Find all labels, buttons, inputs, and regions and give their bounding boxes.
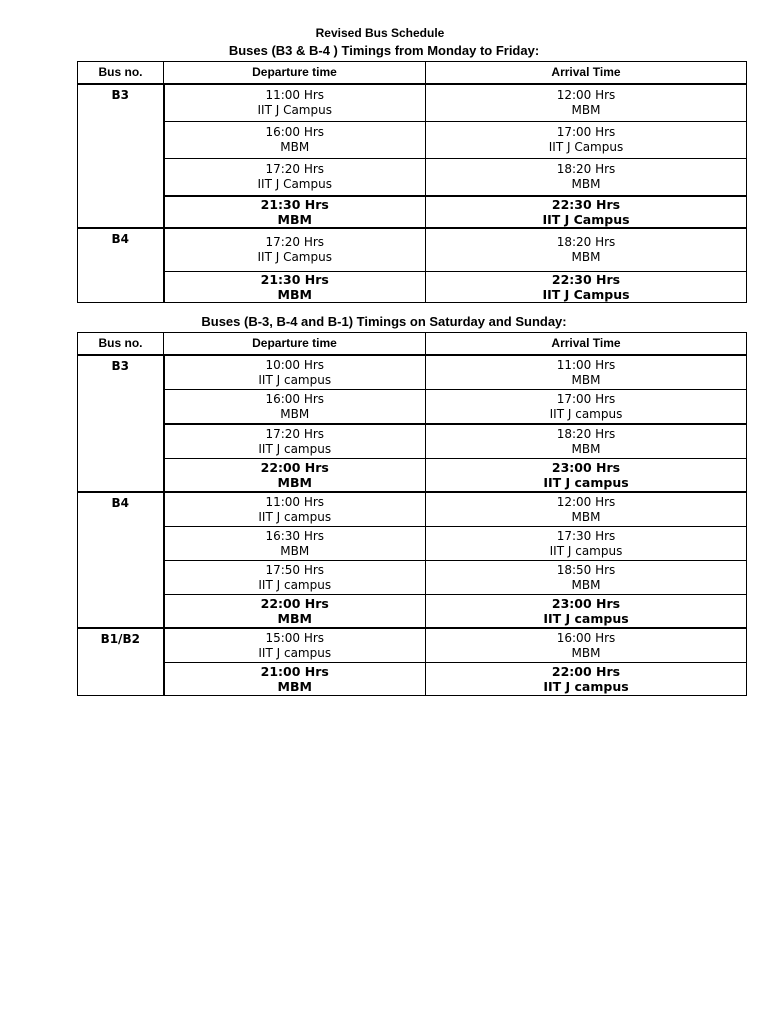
departure-cell — [164, 272, 426, 303]
departure-cell — [164, 628, 426, 663]
departure-time: 16:00 Hrs — [265, 391, 325, 406]
departure-cell — [164, 355, 426, 390]
arrival-cell — [426, 424, 747, 459]
departure-cell — [164, 228, 426, 272]
departure-cell — [164, 159, 426, 197]
document-title: Revised Bus Schedule — [315, 26, 445, 40]
arrival-cell — [426, 122, 747, 159]
departure-cell — [164, 492, 426, 527]
departure-cell — [164, 390, 426, 425]
arrival-time: 17:00 Hrs — [556, 391, 616, 406]
table-row — [78, 628, 747, 663]
bus-no-header: Bus no. — [78, 62, 164, 85]
table-row — [78, 228, 747, 272]
arrival-place: IIT J campus — [549, 406, 623, 421]
departure-cell — [164, 196, 426, 228]
arrival-time: 12:00 Hrs — [556, 494, 616, 509]
departure-place: MBM — [280, 406, 310, 421]
header-row — [78, 62, 747, 85]
arrival-cell — [426, 561, 747, 595]
arrival-place: MBM — [571, 645, 601, 660]
arrival-cell — [426, 390, 747, 425]
bus-group-b3 — [78, 355, 747, 492]
bus-group-b4 — [78, 492, 747, 628]
bus-number: B4 — [78, 492, 164, 628]
table-row — [78, 492, 747, 527]
bus-number: B3 — [78, 355, 164, 492]
arrival-time: 11:00 Hrs — [556, 357, 616, 372]
departure-place: MBM — [277, 475, 312, 490]
table-row — [78, 459, 747, 493]
departure-place: IIT J Campus — [257, 250, 332, 264]
arrival-cell — [426, 663, 747, 696]
table-row — [78, 595, 747, 629]
departure-time: 22:00 Hrs — [260, 460, 329, 475]
weekday-schedule-table — [77, 61, 747, 303]
weekend-heading: Buses (B-3, B-4 and B-1) Timings on Saturday and Sunday: — [201, 314, 567, 329]
bus-number: B4 — [78, 228, 164, 303]
departure-place: IIT J campus — [258, 645, 332, 660]
arrival-time: 12:00 Hrs — [556, 88, 616, 102]
arrival-time: 18:20 Hrs — [556, 426, 616, 441]
bus-number: B3 — [78, 84, 164, 228]
arrival-time: 22:30 Hrs — [551, 272, 621, 287]
arrival-cell — [426, 196, 747, 228]
bus-group-b1-b2 — [78, 628, 747, 696]
departure-place: MBM — [277, 212, 312, 227]
arrival-time: 17:00 Hrs — [556, 125, 616, 139]
arrival-time: 18:20 Hrs — [556, 235, 616, 249]
bus-no-header: Bus no. — [78, 333, 164, 356]
weekend-schedule-table — [77, 332, 747, 696]
departure-place: IIT J Campus — [257, 177, 332, 191]
bus-group-b3 — [78, 84, 747, 228]
departure-place: IIT J campus — [258, 372, 332, 387]
arrival-time: 22:30 Hrs — [551, 197, 621, 212]
arrival-cell — [426, 459, 747, 493]
arrival-cell — [426, 595, 747, 629]
arrival-place: MBM — [571, 103, 601, 117]
arrival-cell — [426, 527, 747, 561]
departure-time: 22:00 Hrs — [260, 596, 329, 611]
departure-time: 11:00 Hrs — [265, 88, 325, 102]
arrival-time: 18:50 Hrs — [556, 562, 616, 577]
departure-place: IIT J Campus — [257, 103, 332, 117]
arrival-cell — [426, 228, 747, 272]
departure-place: IIT J campus — [258, 577, 332, 592]
arrival-header: Arrival Time — [426, 62, 747, 85]
departure-cell — [164, 122, 426, 159]
departure-time: 16:00 Hrs — [265, 125, 325, 139]
arrival-cell — [426, 492, 747, 527]
departure-cell — [164, 561, 426, 595]
arrival-place: IIT J campus — [543, 679, 629, 694]
departure-time: 11:00 Hrs — [265, 494, 325, 509]
arrival-time: 23:00 Hrs — [551, 596, 621, 611]
table-row — [78, 561, 747, 595]
departure-time: 21:30 Hrs — [260, 272, 329, 287]
arrival-place: IIT J Campus — [542, 212, 630, 227]
departure-time: 17:20 Hrs — [265, 426, 325, 441]
table-row — [78, 272, 747, 303]
weekday-heading: Buses (B3 & B-4 ) Timings from Monday to Friday: — [228, 43, 540, 58]
table-row — [78, 355, 747, 390]
departure-time: 21:30 Hrs — [260, 197, 329, 212]
arrival-place: MBM — [571, 177, 601, 191]
departure-cell — [164, 527, 426, 561]
table-row — [78, 390, 747, 425]
arrival-place: MBM — [571, 577, 601, 592]
arrival-place: IIT J campus — [549, 543, 623, 558]
departure-time: 17:20 Hrs — [265, 162, 325, 176]
departure-cell — [164, 84, 426, 122]
arrival-cell — [426, 628, 747, 663]
departure-place: MBM — [277, 287, 312, 302]
arrival-place: MBM — [571, 372, 601, 387]
departure-place: MBM — [277, 611, 312, 626]
departure-place: MBM — [280, 140, 310, 154]
bus-group-b4 — [78, 228, 747, 303]
departure-cell — [164, 663, 426, 696]
arrival-cell — [426, 159, 747, 197]
arrival-cell — [426, 272, 747, 303]
arrival-place: MBM — [571, 250, 601, 264]
departure-place: MBM — [280, 543, 310, 558]
departure-time: 15:00 Hrs — [265, 630, 325, 645]
arrival-time: 16:00 Hrs — [556, 630, 616, 645]
departure-header: Departure time — [164, 333, 426, 356]
departure-time: 17:50 Hrs — [265, 562, 325, 577]
table-row — [78, 84, 747, 122]
arrival-place: IIT J campus — [543, 475, 629, 490]
departure-place: IIT J campus — [258, 441, 332, 456]
departure-cell — [164, 459, 426, 493]
departure-place: MBM — [277, 679, 312, 694]
header-row — [78, 333, 747, 356]
arrival-time: 23:00 Hrs — [551, 460, 621, 475]
departure-time: 10:00 Hrs — [265, 357, 325, 372]
departure-time: 17:20 Hrs — [265, 235, 325, 249]
arrival-place: IIT J campus — [543, 611, 629, 626]
arrival-time: 22:00 Hrs — [551, 664, 621, 679]
arrival-header: Arrival Time — [426, 333, 747, 356]
departure-place: IIT J campus — [258, 509, 332, 524]
departure-cell — [164, 424, 426, 459]
bus-number: B1/B2 — [78, 628, 164, 696]
table-row — [78, 159, 747, 197]
departure-time: 21:00 Hrs — [260, 664, 329, 679]
arrival-place: IIT J Campus — [548, 140, 624, 154]
arrival-time: 18:20 Hrs — [556, 162, 616, 176]
arrival-cell — [426, 84, 747, 122]
table-row — [78, 424, 747, 459]
table-row — [78, 196, 747, 228]
departure-header: Departure time — [164, 62, 426, 85]
table-row — [78, 663, 747, 696]
table-row — [78, 527, 747, 561]
arrival-place: MBM — [571, 441, 601, 456]
departure-cell — [164, 595, 426, 629]
arrival-time: 17:30 Hrs — [556, 528, 616, 543]
arrival-place: IIT J Campus — [542, 287, 630, 302]
departure-time: 16:30 Hrs — [265, 528, 325, 543]
table-row — [78, 122, 747, 159]
arrival-place: MBM — [571, 509, 601, 524]
arrival-cell — [426, 355, 747, 390]
